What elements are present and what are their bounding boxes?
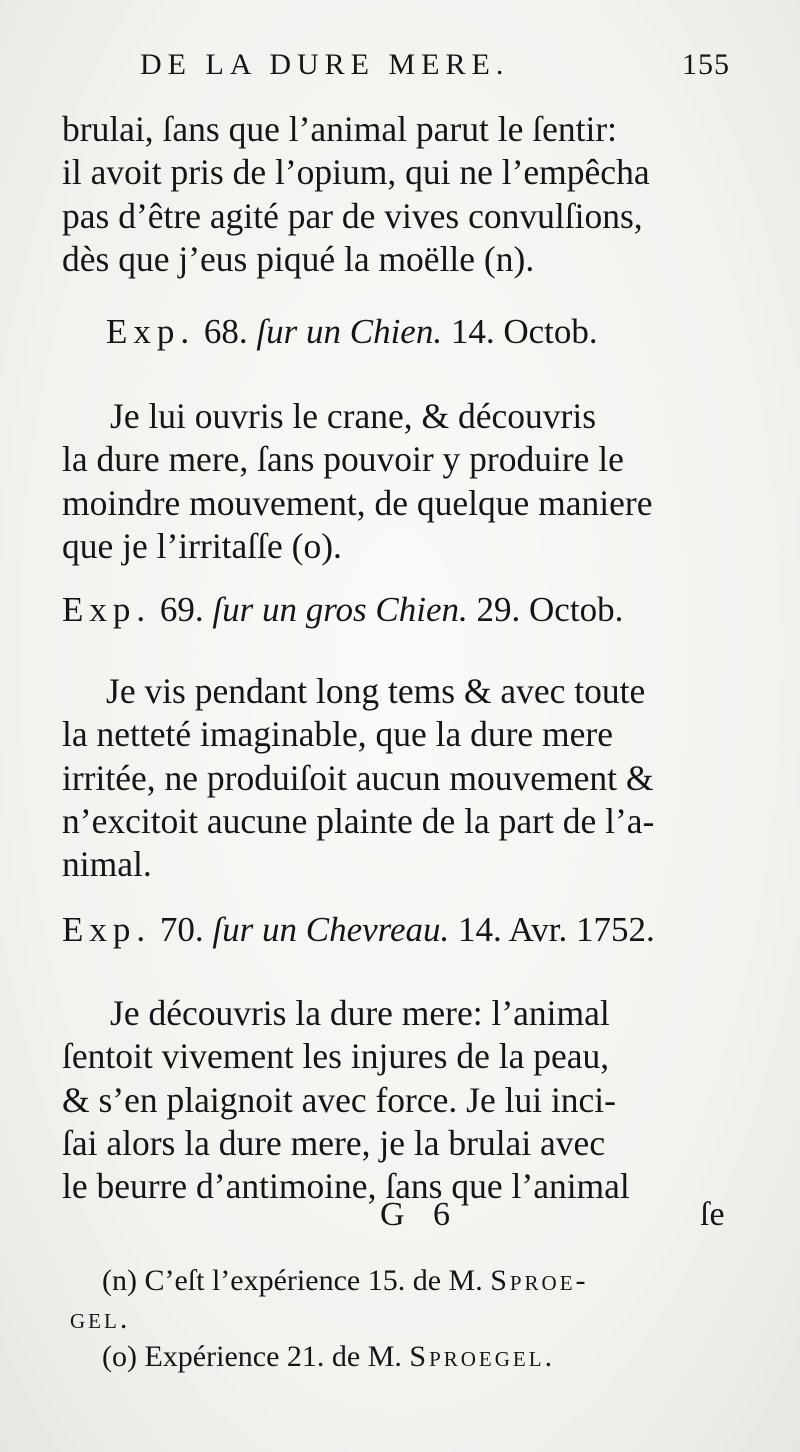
footnote-n — [70, 1262, 750, 1300]
experiment-heading-70 — [62, 910, 752, 950]
footnote-marker: (o) — [102, 1340, 137, 1373]
experiment-date: 14. Avr. 1752. — [458, 910, 655, 949]
footnote-marker: (n) — [102, 1264, 137, 1297]
footnote-text: C’eſt l’expérience 15. de M. — [144, 1264, 483, 1297]
experiment-subject: ſur un Chien. — [256, 312, 443, 351]
text-line: Je lui ouvris le crane, & découvris — [110, 396, 597, 436]
text-line: il avoit pris de l’opium, qui ne l’empêcha — [62, 152, 650, 193]
text-line: ſentoit vivement les injures de la peau, — [62, 1036, 610, 1077]
footnote-name: Sproe- — [490, 1264, 589, 1297]
experiment-label: Exp. — [62, 590, 152, 629]
paragraph-2 — [62, 395, 742, 568]
text-line: n’excitoit aucune plainte de la part de l’a- — [62, 800, 655, 841]
experiment-heading-68 — [106, 312, 796, 352]
text-line: dès que j’eus piqué la moëlle (n). — [62, 238, 535, 279]
text-line: pas d’être agité par de vives convulſions, — [62, 195, 643, 236]
paragraph-4 — [62, 992, 742, 1208]
page-number: 155 — [682, 48, 730, 81]
text-line: brulai, ſans que l’animal parut le ſentir: — [62, 109, 617, 149]
experiment-subject: ſur un gros Chien. — [212, 590, 468, 629]
paragraph-3 — [62, 670, 742, 886]
text-line: moindre mouvement, de quelque maniere — [62, 482, 653, 523]
text-line: que je l’irritaſſe (o). — [62, 525, 342, 566]
text-line: Je vis pendant long tems & avec toute — [106, 671, 646, 711]
experiment-heading-69 — [62, 590, 752, 630]
text-line: la netteté imaginable, que la dure mere — [62, 714, 613, 755]
experiment-label: Exp. — [62, 910, 152, 949]
experiment-date: 14. Octob. — [450, 312, 598, 351]
catchword: ſe — [700, 1196, 725, 1233]
experiment-number: 68. — [203, 312, 248, 351]
text-line: la dure mere, ſans pouvoir y produire le — [62, 439, 624, 480]
text-line: & s’en plaignoit avec force. Je lui inci- — [62, 1079, 616, 1120]
paragraph-1 — [62, 108, 742, 281]
footnote-name: Sproegel. — [409, 1340, 556, 1373]
text-line: le beurre d’antimoine, ſans que l’animal — [62, 1166, 630, 1207]
text-line: irritée, ne produiſoit aucun mouvement & — [62, 757, 654, 798]
running-title: DE LA DURE MERE. — [140, 48, 510, 81]
experiment-date: 29. Octob. — [476, 590, 624, 629]
footnotes — [70, 1262, 750, 1376]
experiment-label: Exp. — [106, 312, 196, 351]
experiment-subject: ſur un Chevreau. — [212, 910, 450, 949]
footnote-o — [70, 1338, 750, 1376]
signature-mark: G 6 — [380, 1196, 461, 1233]
footnote-text: Expérience 21. de M. — [144, 1340, 402, 1373]
experiment-number: 69. — [159, 590, 204, 629]
text-line: nimal. — [62, 844, 152, 885]
experiment-number: 70. — [159, 910, 204, 949]
text-line: ſai alors la dure mere, je la brulai avec — [62, 1122, 606, 1163]
page-header — [140, 48, 740, 88]
footnote-n-continuation — [70, 1300, 750, 1338]
text-line: Je découvris la dure mere: l’animal — [110, 993, 610, 1033]
footnote-name: gel. — [70, 1302, 131, 1335]
